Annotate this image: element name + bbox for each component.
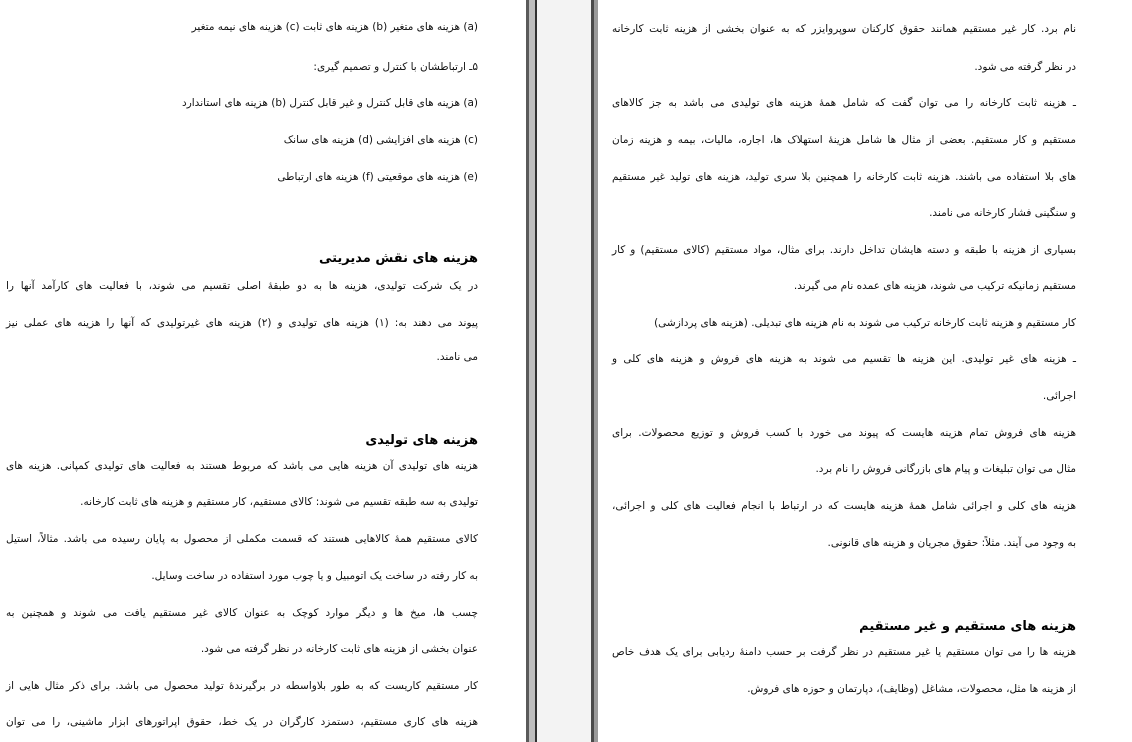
paragraph-line: به کار رفته در ساخت یک اتومبیل و یا چوب مورد استفاده در ساخت وسایل. [151, 570, 478, 582]
paragraph-line: هزینه های کاری مستقیم، دستمزد کارگران در یک خط، حقوق اپراتورهای ابزار ماشینی، را می توان [6, 716, 478, 728]
paragraph-line: از هزینه ها مثل، محصولات، مشاغل (وظایف)، دپارتمان و حوزه های فروش. [747, 683, 1076, 695]
paragraph-line: اجرائی. [1042, 390, 1076, 402]
paragraph-line: چسب ها، میخ ها و دیگر موارد کوچک به عنوان کالای غیر مستقیم یافت می شوند و همچنین به [6, 607, 478, 619]
document-page-right [598, 0, 1132, 742]
paragraph-line: تولیدی به سه طبقه تقسیم می شوند: کالای مستقیم، کار مستقیم و هزینه های ثابت کارخانه. [80, 496, 478, 508]
paragraph-line: در نظر گرفته می شود. [974, 61, 1076, 73]
text-line: (e) هزینه های موقعیتی (f) هزینه های ارتباطی [277, 171, 478, 183]
paragraph-line: کالای مستقیم همهٔ کالاهایی هستند که قسمت مکملی از محصول به پایان رسیده می باشد. مثالاً، استیل [6, 533, 478, 545]
page-gap [537, 0, 592, 742]
text-line: (c) هزینه های افزایشی (d) هزینه های سانک [283, 134, 478, 146]
text-line: ۵ـ ارتباطشان با کنترل و تصمیم گیری: [313, 61, 478, 73]
paragraph-line: کار مستقیم و هزینه ثابت کارخانه ترکیب می شوند به نام هزینه های تبدیلی. (هزینه های پردازشی) [654, 317, 1076, 329]
paragraph-line: ـ هزینه های غیر تولیدی. این هزینه ها تقسیم می شوند به هزینه های فروش و هزینه های کلی و [612, 353, 1076, 365]
section-heading: هزینه های نقش مدیریتی [318, 251, 478, 266]
paragraph-line: پیوند می دهند به: (۱) هزینه های تولیدی و (۲) هزینه های غیرتولیدی که آنها را هزینه های عملی نیز [6, 317, 478, 329]
paragraph-line: مستقیم زمانیکه ترکیب می شوند، هزینه های عمده نام می گیرند. [793, 280, 1076, 292]
paragraph-line: عنوان بخشی از هزینه های ثابت کارخانه در نظر گرفته می شود. [200, 643, 478, 655]
paragraph-line: کار مستقیم کاریست که به طور بلاواسطه در برگیرندهٔ تولید محصول می باشد. برای ذکر مثال هایی از [6, 680, 478, 692]
paragraph-line: و سنگینی فشار کارخانه می نامند. [929, 207, 1076, 219]
paragraph-line: های بلا استفاده می باشند. هزینه ثابت کارخانه را همچنین بلا سری تولید، هزینه های تولید غیر مستقیم [612, 171, 1076, 183]
paragraph-line: هزینه های کلی و اجرائی شامل همهٔ هزینه هایست که در ارتباط با انجام فعالیت های کلی و اجرائی، [612, 500, 1076, 512]
paragraph-line: هزینه های تولیدی آن هزینه هایی می باشد که مربوط هستند به فعالیت های تولیدی کمپانی. هزینه های [6, 460, 478, 472]
text-line: (a) هزینه های قابل کنترل و غیر قابل کنترل (b) هزینه های استاندارد [182, 97, 478, 109]
paragraph-line: بسیاری از هزینه با طبقه و دسته هایشان تداخل دارند. برای مثال، مواد مستقیم (کالای مستقیم) و کار [612, 244, 1076, 256]
paragraph-line: می نامند. [436, 351, 478, 363]
paragraph-line: هزینه ها را می توان مستقیم یا غیر مستقیم در نظر گرفت بر حسب دامنهٔ ردیابی برای یک هدف خاص [612, 646, 1076, 658]
paragraph-line: هزینه های فروش تمام هزینه هایست که پیوند می خورد با کسب فروش و توزیع محصولات. برای [612, 427, 1076, 439]
paragraph-line: ـ هزینه ثابت کارخانه را می توان گفت که شامل همهٔ هزینه های تولیدی می باشد به جز کالاهای [612, 97, 1076, 109]
paragraph-line: مثال می توان تبلیغات و پیام های بازرگانی فروش را نام برد. [815, 463, 1076, 475]
document-page-left [0, 0, 526, 742]
paragraph-line: به وجود می آیند. مثلاً: حقوق مجریان و هزینه های قانونی. [827, 537, 1076, 549]
paragraph-line: نام برد. کار غیر مستقیم همانند حقوق کارکنان سوپروایزر که به عنوان بخشی از هزینه ثابت کارخانه [612, 23, 1076, 35]
paragraph-line: مستقیم و کار مستقیم. بعضی از مثال ها شامل هزینهٔ استهلاک ها، اجاره، مالیات، بیمه و هزینه زمان [612, 134, 1076, 146]
text-line: (a) هزینه های متغیر (b) هزینه های ثابت (c) هزینه های نیمه متغیر [191, 21, 478, 33]
section-heading: هزینه های تولیدی [365, 433, 478, 448]
paragraph-line: در یک شرکت تولیدی، هزینه ها به دو طبقهٔ اصلی تقسیم می شوند، با فعالیت های کارآمد آنها را [6, 280, 478, 292]
section-heading: هزینه های مستقیم و غیر مستقیم [859, 619, 1076, 634]
